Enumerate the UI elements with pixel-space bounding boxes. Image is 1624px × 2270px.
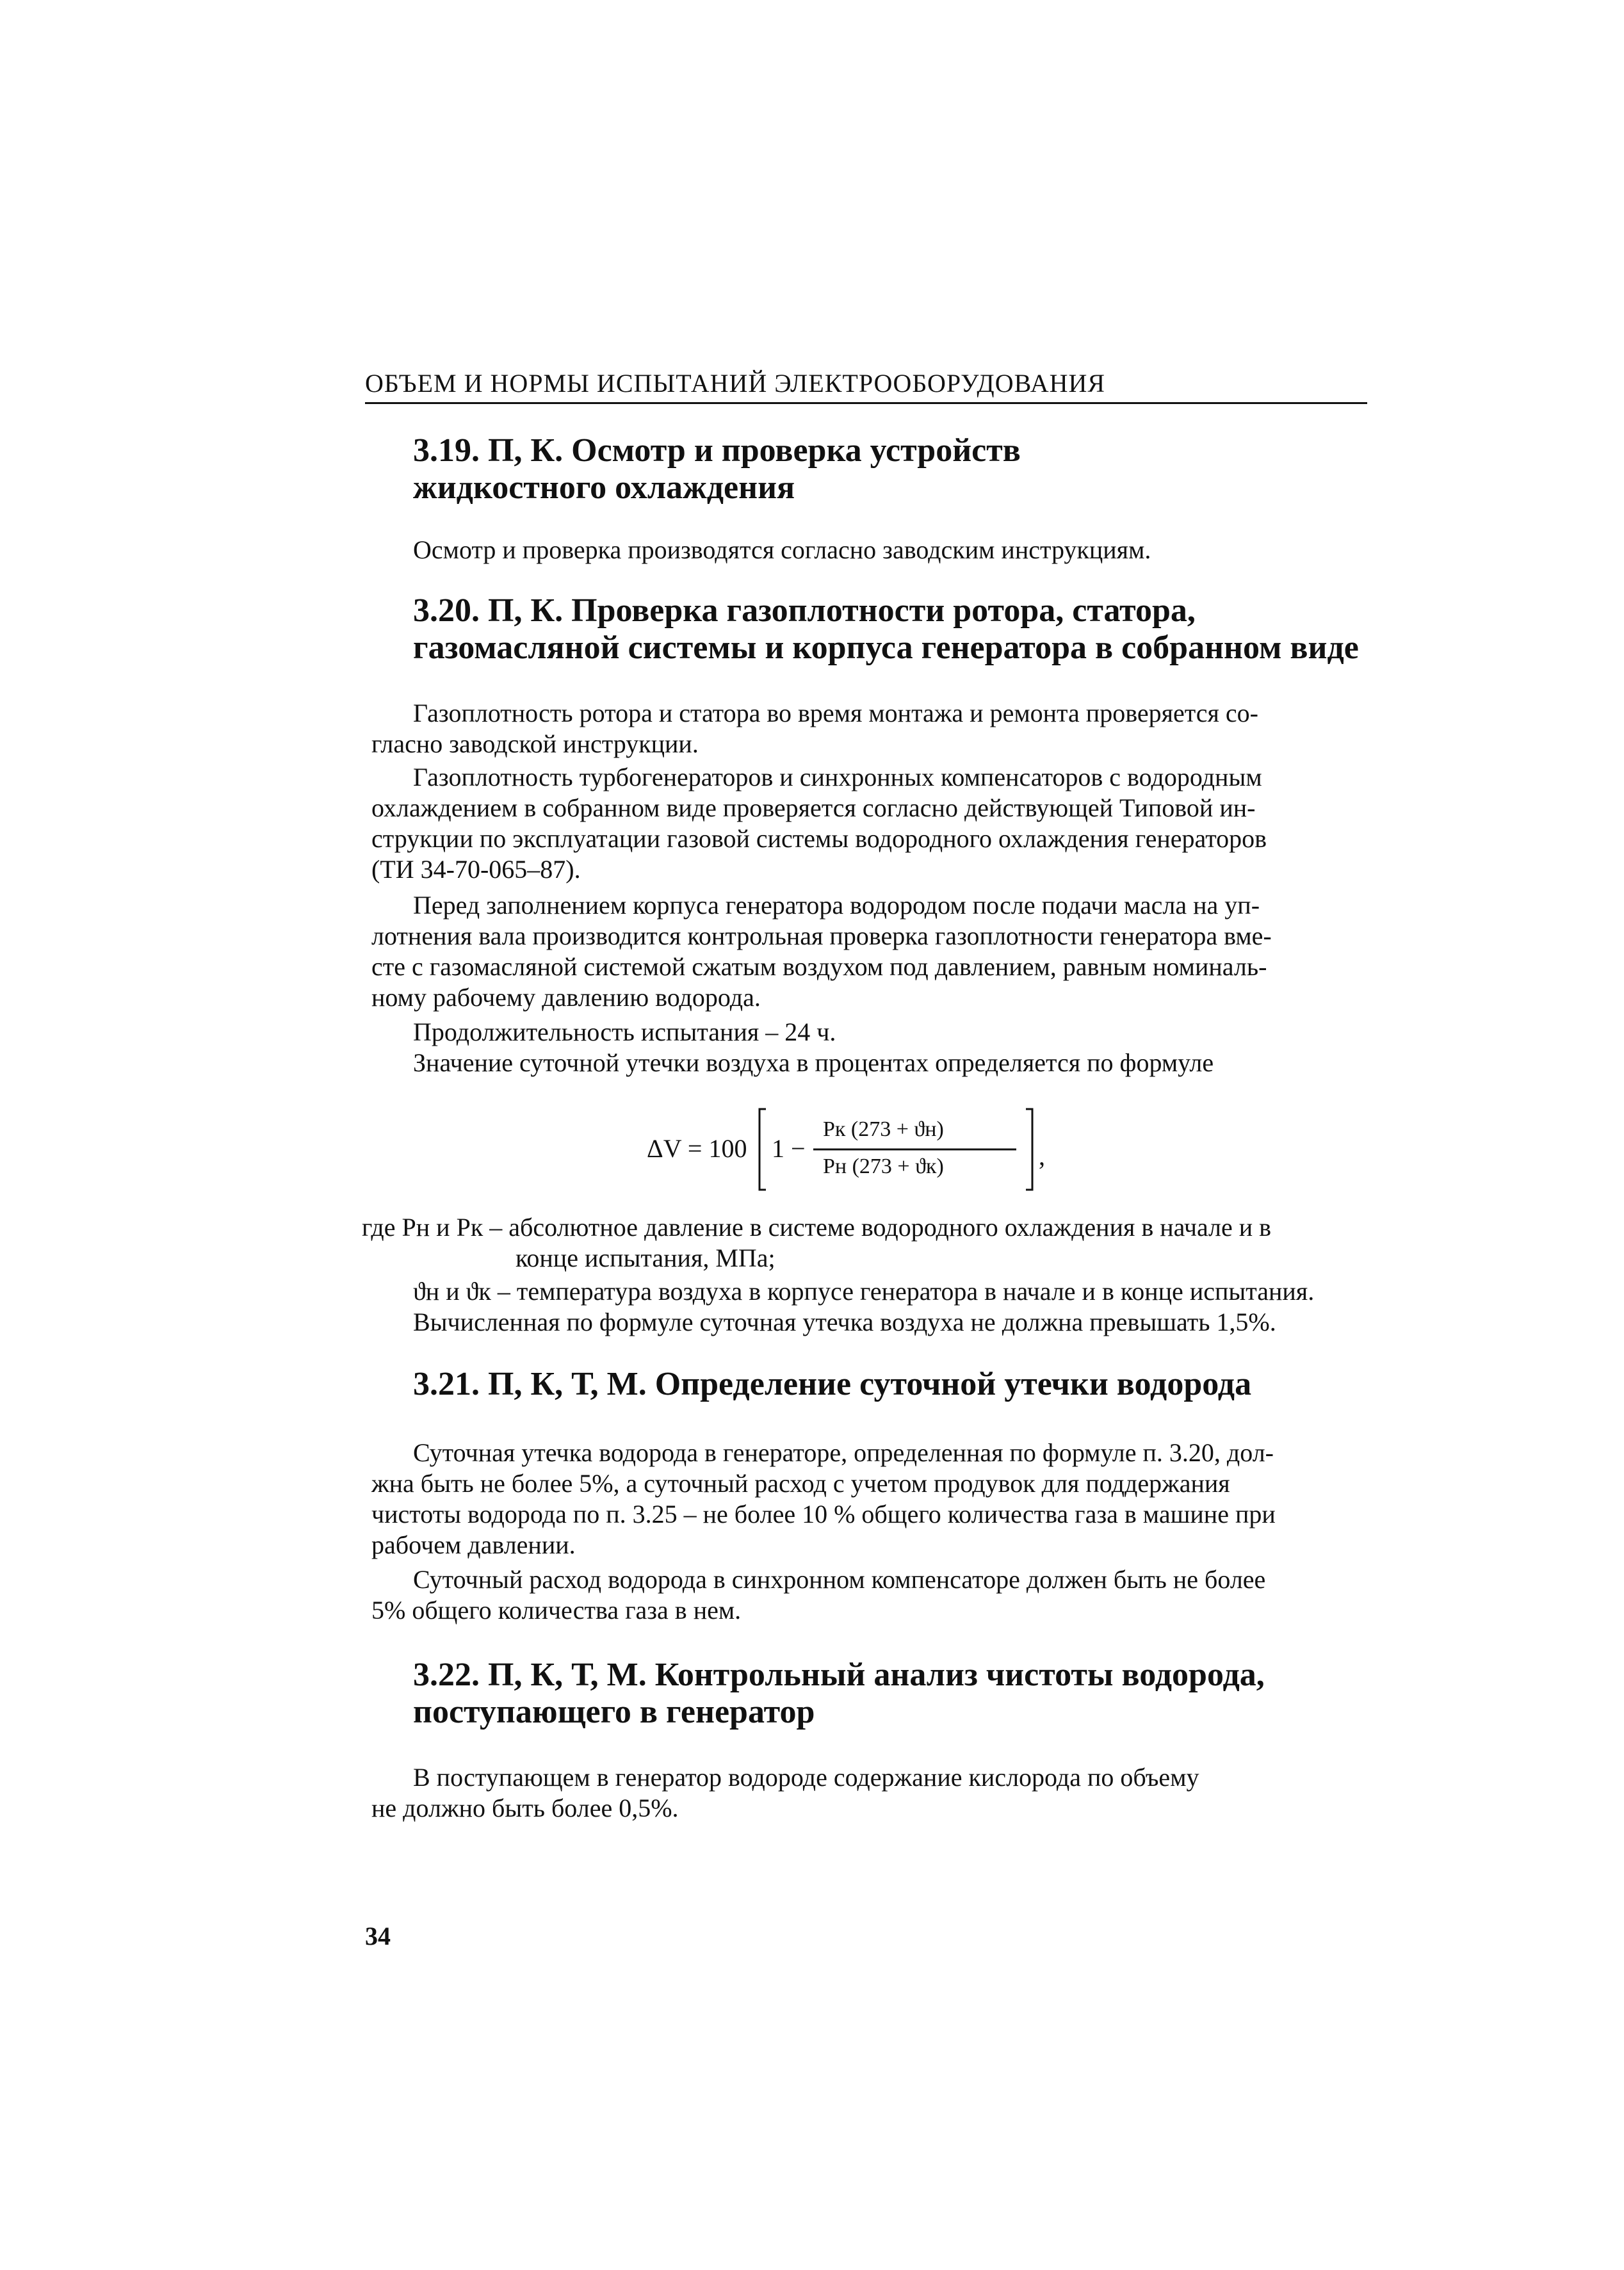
section-3-22-title (413, 1657, 1265, 1731)
formula-numerator: Pк (273 + ϑн) (823, 1117, 944, 1141)
section-3-20-paragraph-1 (371, 698, 1370, 759)
text-line: жна быть не более 5%, а суточный расход с учетом продувок для поддержания (371, 1469, 1230, 1498)
text-line: В поступающем в генератор водороде содержание кислорода по объему (413, 1763, 1199, 1792)
header-rule (365, 402, 1367, 404)
section-3-19-title (413, 432, 1021, 507)
text-line: не должно быть более 0,5%. (371, 1794, 679, 1822)
text-line: Значение суточной утечки воздуха в процентах определяется по формуле (413, 1048, 1214, 1077)
formula-comma: , (1039, 1142, 1045, 1171)
text-line: охлаждением в собранном виде проверяется согласно действующей Типовой ин- (371, 793, 1256, 822)
section-3-21-paragraph-1 (371, 1438, 1370, 1561)
text-line: чистоты водорода по п. 3.25 – не более 10 % общего количества газа в машине при (371, 1500, 1276, 1528)
test-duration (413, 1017, 836, 1048)
title-line: жидкостного охлаждения (413, 469, 795, 506)
text-line: Газоплотность ротора и статора во время монтажа и ремонта проверяется со- (413, 699, 1258, 727)
title-line: 3.21. П, К, Т, М. Определение суточной утечки водорода (413, 1366, 1252, 1402)
text-line: Перед заполнением корпуса генератора водородом после подачи масла на уп- (413, 891, 1260, 920)
text-line: Осмотр и проверка производятся согласно заводским инструкциям. (413, 535, 1151, 564)
formula-intro (413, 1048, 1214, 1078)
where-pressure: где Pн и Pк – абсолютное давление в системе водородного охлаждения в начале и в (362, 1213, 1272, 1242)
text-line: Суточный расход водорода в синхронном компенсаторе должен быть не более (413, 1565, 1266, 1594)
text-line: струкции по эксплуатации газовой системы водородного охлаждения генераторов (371, 824, 1267, 853)
title-line: 3.19. П, К. Осмотр и проверка устройств (413, 432, 1021, 469)
text-line: Газоплотность турбогенераторов и синхронных компенсаторов с водородным (413, 763, 1262, 791)
title-line: 3.22. П, К, Т, М. Контрольный анализ чистоты водорода, (413, 1657, 1265, 1693)
where-temperature: ϑн и ϑк – температура воздуха в корпусе генератора в начале и в конце испытания. (413, 1277, 1315, 1306)
section-3-22-paragraph-1 (371, 1762, 1370, 1824)
where-pressure-cont: конце испытания, МПа; (516, 1244, 775, 1272)
section-3-20-paragraph-2 (371, 762, 1370, 885)
text-line: гласно заводской инструкции. (371, 729, 699, 758)
section-3-19-body (413, 535, 1151, 565)
section-3-21-title (413, 1366, 1251, 1403)
formula-one-minus: 1 − (772, 1134, 806, 1163)
title-line: поступающего в генератор (413, 1694, 815, 1730)
text-line: Суточная утечка водорода в генераторе, определенная по формуле п. 3.20, дол- (413, 1438, 1274, 1467)
max-leak-note: Вычисленная по формуле суточная утечка воздуха не должна превышать 1,5%. (413, 1308, 1276, 1336)
leak-formula (647, 1101, 1045, 1197)
text-line: ному рабочему давлению водорода. (371, 983, 761, 1012)
text-line: рабочем давлении. (371, 1530, 576, 1559)
page-number: 34 (365, 1922, 391, 1950)
text-line: сте с газомасляной системой сжатым воздухом под давлением, равным номиналь- (371, 952, 1267, 981)
section-3-20-title (413, 592, 1359, 667)
running-header: ОБЪЕМ И НОРМЫ ИСПЫТАНИЙ ЭЛЕКТРООБОРУДОВАНИЯ (365, 369, 1106, 398)
text-line: 5% общего количества газа в нем. (371, 1596, 742, 1625)
title-line: газомасляной системы и корпуса генератора в собранном виде (413, 629, 1359, 666)
formula-denominator: Pн (273 + ϑк) (823, 1155, 944, 1178)
formula-lhs: ΔV = 100 (647, 1134, 747, 1163)
section-3-21-paragraph-2 (371, 1564, 1370, 1626)
text-line: Продолжительность испытания – 24 ч. (413, 1017, 836, 1046)
section-3-20-paragraph-3 (371, 890, 1370, 1013)
title-line: 3.20. П, К. Проверка газоплотности ротора, статора, (413, 592, 1196, 629)
text-line: лотнения вала производится контрольная проверка газоплотности генератора вме- (371, 921, 1272, 950)
text-line: (ТИ 34-70-065–87). (371, 855, 581, 884)
